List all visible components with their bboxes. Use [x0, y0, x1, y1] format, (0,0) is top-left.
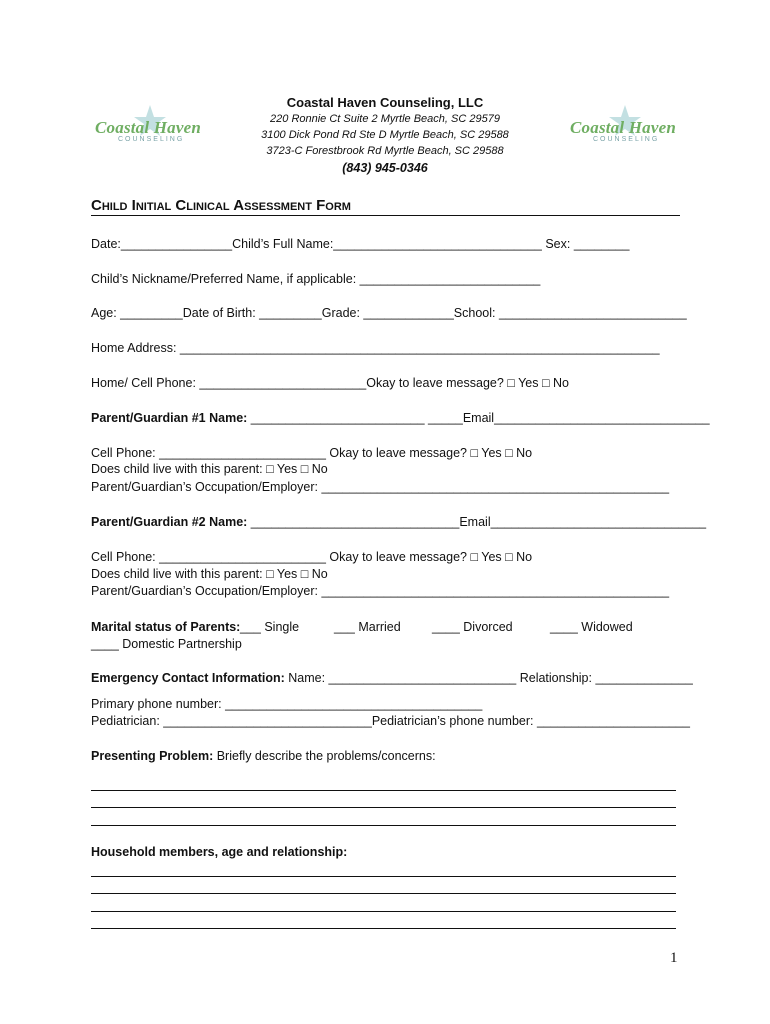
parent2-occupation-line: Parent/Guardian’s Occupation/Employer: __________________________________________________	[91, 584, 670, 598]
company-phone: (843) 945-0346	[342, 161, 428, 175]
logo-text: Coastal Haven	[570, 118, 677, 137]
household-rule-3	[91, 911, 676, 912]
home-address-line: Home Address: _____________________________________________________________________	[91, 341, 660, 355]
presenting-rule-2	[91, 807, 676, 808]
marital-single: ___ Single	[240, 620, 300, 634]
presenting-rule-1	[91, 790, 676, 791]
parent1-name-blanks: _________________________ _____Email_______________________________	[247, 411, 710, 425]
marital-divorced: ____ Divorced	[432, 620, 513, 634]
presenting-rule-3	[91, 825, 676, 826]
emergency-blanks: Name: ___________________________ Relationship: ______________	[284, 671, 693, 685]
marital-status-label: Marital status of Parents:	[91, 620, 241, 634]
address-line-3: 3723-C Forestbrook Rd Myrtle Beach, SC 29588	[266, 145, 504, 157]
company-name: Coastal Haven Counseling, LLC	[286, 95, 484, 110]
parent1-name-line	[91, 411, 710, 425]
household-rule-1	[91, 876, 676, 877]
primary-phone-line: Primary phone number: _____________________________________	[91, 697, 483, 711]
presenting-label: Presenting Problem:	[91, 749, 214, 763]
address-line-1: 220 Ronnie Ct Suite 2 Myrtle Beach, SC 29579	[270, 113, 500, 125]
household-label: Household members, age and relationship:	[91, 845, 348, 859]
parent1-live-line: Does child live with this parent: □ Yes □ No	[91, 462, 328, 476]
address-line-2: 3100 Dick Pond Rd Ste D Myrtle Beach, SC 29588	[261, 129, 509, 141]
parent1-occupation-line: Parent/Guardian’s Occupation/Employer: __________________________________________________	[91, 480, 670, 494]
marital-domestic: ____ Domestic Partnership	[91, 637, 242, 651]
nickname-line: Child’s Nickname/Preferred Name, if applicable: __________________________	[91, 272, 541, 286]
parent2-cell-line: Cell Phone: ________________________ Okay to leave message? □ Yes □ No	[91, 550, 533, 564]
household-rule-2	[91, 893, 676, 894]
parent1-cell-line: Cell Phone: ________________________ Okay to leave message? □ Yes □ No	[91, 446, 533, 460]
parent2-name-line	[91, 515, 706, 529]
household-rule-4	[91, 928, 676, 929]
parent2-name-blanks: ______________________________Email_______________________________	[247, 515, 707, 529]
age-dob-grade-school-line: Age: _________Date of Birth: _________Grade: _____________School: ___________________________	[91, 306, 687, 320]
emergency-contact-line	[91, 671, 693, 685]
date-name-sex-line: Date:________________Child’s Full Name:______________________________ Sex: ________	[91, 237, 630, 251]
marital-married: ___ Married	[334, 620, 401, 634]
home-phone-line: Home/ Cell Phone: ________________________Okay to leave message? □ Yes □ No	[91, 376, 569, 390]
form-title: Child Initial Clinical Assessment Form	[91, 197, 680, 216]
page-number: 1	[670, 950, 678, 966]
emergency-label: Emergency Contact Information:	[91, 671, 285, 685]
parent1-name-label: Parent/Guardian #1 Name:	[91, 411, 248, 425]
logo-text: Coastal Haven	[95, 118, 202, 137]
parent2-live-line: Does child live with this parent: □ Yes □ No	[91, 567, 328, 581]
pediatrician-line: Pediatrician: ______________________________Pediatrician’s phone number: ______________________	[91, 714, 690, 728]
logo-subtext: COUNSELING	[593, 136, 660, 143]
logo-subtext: COUNSELING	[118, 136, 185, 143]
presenting-prompt: Briefly describe the problems/concerns:	[213, 749, 436, 763]
marital-widowed: ____ Widowed	[550, 620, 633, 634]
parent2-name-label: Parent/Guardian #2 Name:	[91, 515, 248, 529]
presenting-problem-line	[91, 749, 436, 763]
